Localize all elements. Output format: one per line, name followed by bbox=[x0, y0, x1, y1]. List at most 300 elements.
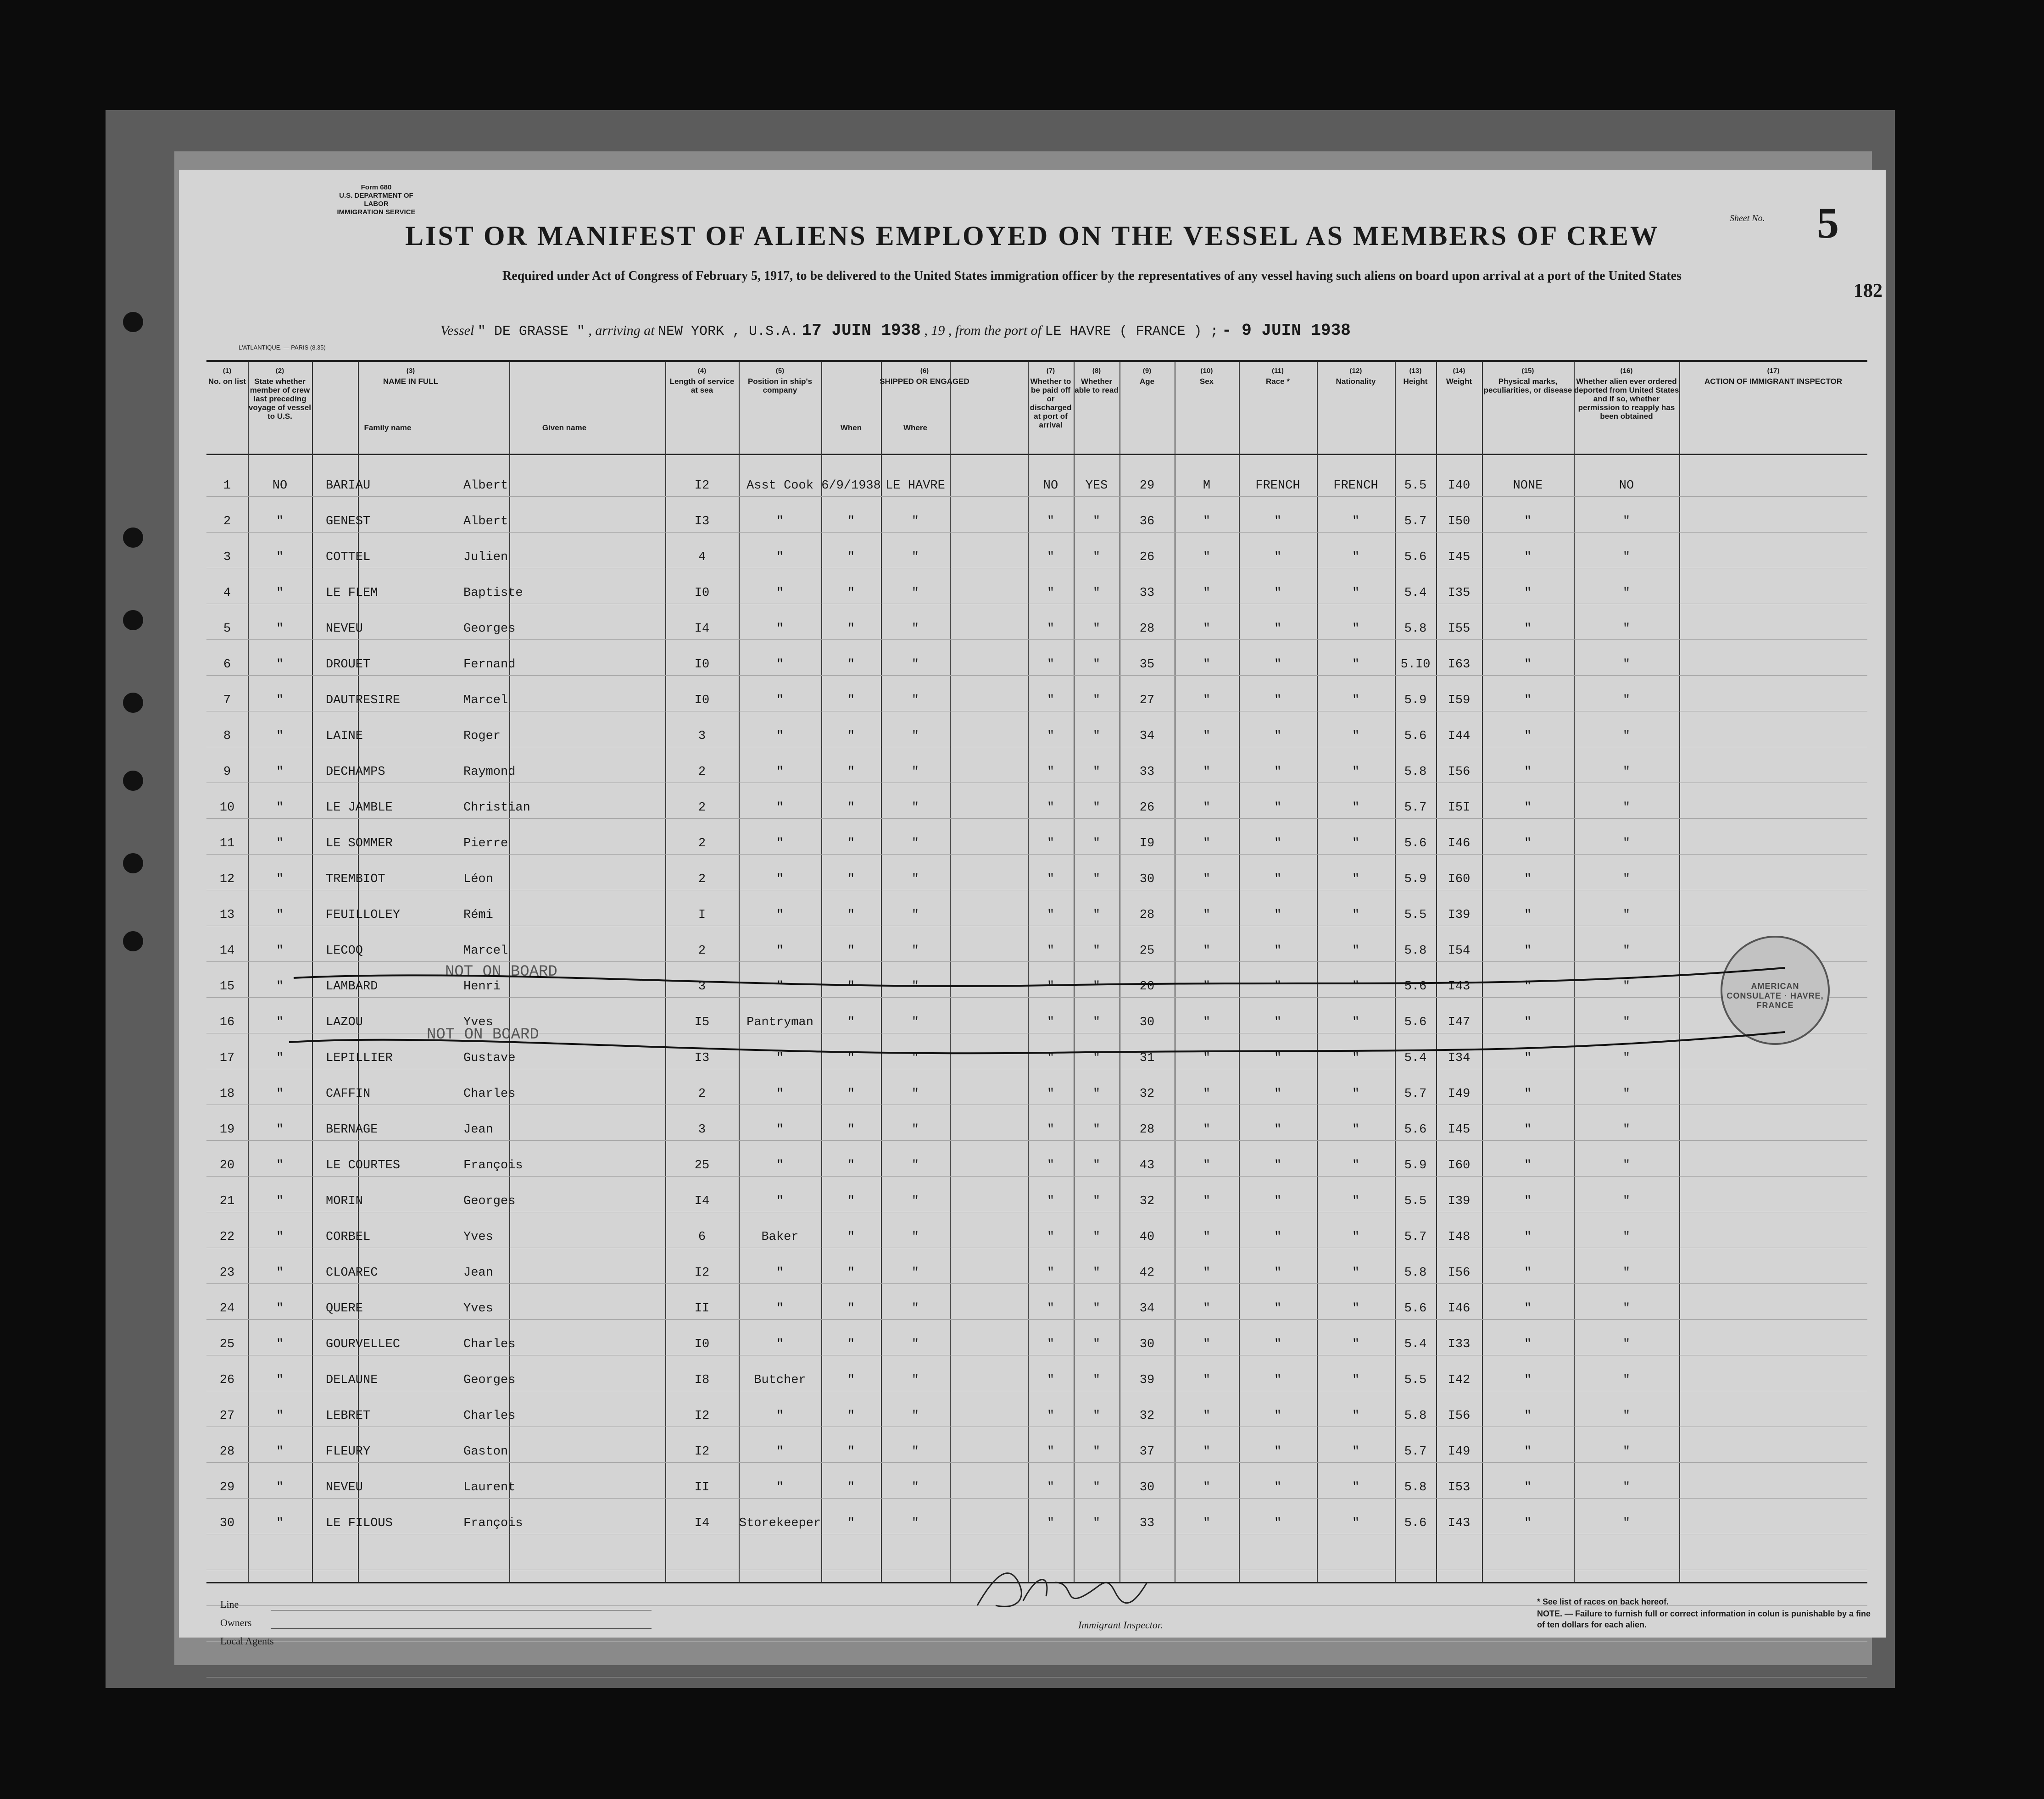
table-cell-height: 5.8 bbox=[1404, 1266, 1427, 1280]
table-cell-age: 20 bbox=[1139, 980, 1155, 994]
table-cell-family: DECHAMPS bbox=[326, 765, 385, 779]
table-cell-marks: " bbox=[1524, 550, 1532, 564]
table-cell-when: " bbox=[847, 801, 855, 815]
table-cell-paid: " bbox=[1047, 1302, 1055, 1316]
table-cell-no: 8 bbox=[223, 729, 231, 743]
table-cell-nat: " bbox=[1352, 944, 1360, 958]
table-cell-paid: " bbox=[1047, 1266, 1055, 1280]
table-cell-service: 3 bbox=[698, 1123, 706, 1137]
table-cell-age: 33 bbox=[1139, 586, 1155, 600]
table-cell-race: " bbox=[1274, 908, 1282, 922]
table-cell-marks: " bbox=[1524, 694, 1532, 707]
table-cell-when: " bbox=[847, 694, 855, 707]
table-cell-age: 33 bbox=[1139, 1516, 1155, 1530]
table-cell-nat: " bbox=[1352, 1123, 1360, 1137]
table-cell-no: 26 bbox=[219, 1373, 235, 1387]
table-cell-deported: " bbox=[1622, 837, 1631, 850]
table-cell-weight: I45 bbox=[1448, 550, 1470, 564]
table-cell-height: 5.9 bbox=[1404, 1159, 1427, 1172]
table-cell-height: 5.6 bbox=[1404, 1302, 1427, 1316]
table-cell-sex: " bbox=[1203, 586, 1211, 600]
table-cell-paid: " bbox=[1047, 1230, 1055, 1244]
table-cell-service: 2 bbox=[698, 801, 706, 815]
table-cell-marks: " bbox=[1524, 1051, 1532, 1065]
table-cell-read: " bbox=[1092, 944, 1101, 958]
table-cell-marks: " bbox=[1524, 729, 1532, 743]
table-cell-prev: " bbox=[276, 1016, 284, 1029]
table-cell-where: " bbox=[911, 944, 919, 958]
table-cell-marks: " bbox=[1524, 1016, 1532, 1029]
table-cell-height: 5.5 bbox=[1404, 908, 1427, 922]
table-cell-no: 21 bbox=[219, 1194, 235, 1208]
table-cell-marks: " bbox=[1524, 1338, 1532, 1351]
table-cell-read: " bbox=[1092, 515, 1101, 528]
table-cell-paid: " bbox=[1047, 765, 1055, 779]
table-cell-no: 3 bbox=[223, 550, 231, 564]
table-cell-where: " bbox=[911, 1302, 919, 1316]
binder-hole bbox=[123, 527, 143, 548]
table-cell-nat: " bbox=[1352, 1373, 1360, 1387]
table-cell-when: " bbox=[847, 658, 855, 672]
table-cell-nat: " bbox=[1352, 765, 1360, 779]
table-cell-sex: " bbox=[1203, 729, 1211, 743]
table-cell-prev: " bbox=[276, 1123, 284, 1137]
table-cell-sex: " bbox=[1203, 515, 1211, 528]
table-cell-prev: " bbox=[276, 1338, 284, 1351]
table-cell-no: 10 bbox=[219, 801, 235, 815]
table-cell-family: LEPILLIER bbox=[326, 1051, 393, 1065]
not-on-board-annotation: NOT ON BOARD bbox=[445, 963, 557, 981]
table-cell-age: 32 bbox=[1139, 1087, 1155, 1101]
table-cell-deported: " bbox=[1622, 944, 1631, 958]
table-cell-no: 18 bbox=[219, 1087, 235, 1101]
column-label: Height bbox=[1403, 377, 1428, 386]
table-cell-height: 5.6 bbox=[1404, 729, 1427, 743]
table-cell-marks: " bbox=[1524, 1302, 1532, 1316]
column-number: (5) bbox=[775, 367, 785, 375]
table-cell-service: I4 bbox=[694, 1194, 710, 1208]
table-cell-read: " bbox=[1092, 550, 1101, 564]
table-cell-weight: I43 bbox=[1448, 1516, 1470, 1530]
table-cell-paid: " bbox=[1047, 1516, 1055, 1530]
table-cell-position: Storekeeper bbox=[739, 1516, 821, 1530]
table-cell-nat: " bbox=[1352, 837, 1360, 850]
table-cell-deported: NO bbox=[1619, 479, 1634, 493]
table-cell-given: Roger bbox=[463, 729, 501, 743]
table-cell-race: " bbox=[1274, 1194, 1282, 1208]
table-cell-position: " bbox=[776, 1087, 784, 1101]
table-cell-service: 2 bbox=[698, 765, 706, 779]
table-cell-nat: " bbox=[1352, 1338, 1360, 1351]
table-cell-no: 11 bbox=[219, 837, 235, 850]
table-cell-nat: " bbox=[1352, 1445, 1360, 1459]
table-cell-age: 43 bbox=[1139, 1159, 1155, 1172]
agents-label: Local Agents bbox=[220, 1635, 274, 1647]
table-cell-service: 3 bbox=[698, 980, 706, 994]
column-number: (1) bbox=[223, 367, 232, 375]
table-cell-when: " bbox=[847, 622, 855, 636]
table-cell-family: LEBRET bbox=[326, 1409, 371, 1423]
table-cell-sex: " bbox=[1203, 980, 1211, 994]
table-cell-prev: " bbox=[276, 980, 284, 994]
table-cell-sex: " bbox=[1203, 1087, 1211, 1101]
table-cell-read: " bbox=[1092, 1087, 1101, 1101]
table-cell-service: I3 bbox=[694, 515, 710, 528]
table-cell-service: I8 bbox=[694, 1373, 710, 1387]
table-cell-given: Rémi bbox=[463, 908, 493, 922]
column-label: Position in ship's company bbox=[747, 377, 813, 394]
column-label: Whether to be paid off or discharged at port of arrival bbox=[1030, 377, 1072, 429]
table-cell-nat: " bbox=[1352, 658, 1360, 672]
table-cell-no: 5 bbox=[223, 622, 231, 636]
table-cell-paid: " bbox=[1047, 1123, 1055, 1137]
table-cell-given: Charles bbox=[463, 1338, 516, 1351]
table-cell-position: " bbox=[776, 622, 784, 636]
column-label: Age bbox=[1139, 377, 1155, 386]
table-cell-weight: I48 bbox=[1448, 1230, 1470, 1244]
table-cell-paid: " bbox=[1047, 1373, 1055, 1387]
line-label: Line bbox=[220, 1599, 239, 1610]
table-cell-read: " bbox=[1092, 1266, 1101, 1280]
table-cell-given: Laurent bbox=[463, 1481, 516, 1494]
table-cell-nat: " bbox=[1352, 872, 1360, 886]
table-cell-position: " bbox=[776, 1409, 784, 1423]
binder-hole bbox=[123, 610, 143, 630]
table-cell-race: " bbox=[1274, 622, 1282, 636]
table-cell-race: " bbox=[1274, 694, 1282, 707]
table-cell-sex: " bbox=[1203, 1302, 1211, 1316]
table-cell-nat: " bbox=[1352, 1266, 1360, 1280]
table-cell-prev: NO bbox=[272, 479, 288, 493]
table-cell-prev: " bbox=[276, 550, 284, 564]
table-cell-weight: I54 bbox=[1448, 944, 1470, 958]
table-cell-sex: " bbox=[1203, 1338, 1211, 1351]
table-cell-given: Albert bbox=[463, 479, 508, 493]
table-cell-height: 5.8 bbox=[1404, 1481, 1427, 1494]
table-cell-deported: " bbox=[1622, 1087, 1631, 1101]
table-cell-race: " bbox=[1274, 515, 1282, 528]
table-cell-read: " bbox=[1092, 622, 1101, 636]
table-cell-family: TREMBIOT bbox=[326, 872, 385, 886]
table-cell-when: " bbox=[847, 1373, 855, 1387]
table-cell-race: " bbox=[1274, 872, 1282, 886]
table-cell-family: CLOAREC bbox=[326, 1266, 378, 1280]
vessel-name: " DE GRASSE " bbox=[477, 324, 585, 339]
seal-text: AMERICAN CONSULATE · HAVRE, FRANCE bbox=[1727, 982, 1824, 1010]
table-cell-race: " bbox=[1274, 1051, 1282, 1065]
table-cell-weight: I42 bbox=[1448, 1373, 1470, 1387]
table-cell-sex: " bbox=[1203, 1266, 1211, 1280]
table-cell-position: " bbox=[776, 980, 784, 994]
table-cell-sex: " bbox=[1203, 1194, 1211, 1208]
table-cell-deported: " bbox=[1622, 1338, 1631, 1351]
table-cell-sex: " bbox=[1203, 1230, 1211, 1244]
table-cell-age: 34 bbox=[1139, 729, 1155, 743]
column-number: (17) bbox=[1767, 367, 1780, 375]
table-cell-given: Georges bbox=[463, 622, 516, 636]
vessel-label: Vessel bbox=[440, 323, 474, 338]
table-cell-where: " bbox=[911, 550, 919, 564]
table-cell-nat: " bbox=[1352, 1051, 1360, 1065]
table-cell-position: " bbox=[776, 586, 784, 600]
table-cell-when: " bbox=[847, 872, 855, 886]
table-cell-age: 28 bbox=[1139, 908, 1155, 922]
table-cell-prev: " bbox=[276, 1159, 284, 1172]
table-cell-paid: " bbox=[1047, 837, 1055, 850]
table-cell-read: " bbox=[1092, 765, 1101, 779]
table-cell-given: Yves bbox=[463, 1016, 493, 1029]
table-cell-weight: I44 bbox=[1448, 729, 1470, 743]
column-number: (16) bbox=[1620, 367, 1633, 375]
table-cell-paid: " bbox=[1047, 515, 1055, 528]
table-cell-sex: " bbox=[1203, 765, 1211, 779]
table-cell-read: " bbox=[1092, 1516, 1101, 1530]
table-cell-service: I4 bbox=[694, 622, 710, 636]
column-number: (7) bbox=[1046, 367, 1055, 375]
table-cell-race: " bbox=[1274, 1123, 1282, 1137]
table-cell-sex: " bbox=[1203, 1409, 1211, 1423]
table-cell-sex: " bbox=[1203, 1016, 1211, 1029]
table-cell-paid: " bbox=[1047, 980, 1055, 994]
arrival-port: NEW YORK , U.S.A. bbox=[658, 324, 799, 339]
sheet-number: 5 bbox=[1817, 198, 1839, 247]
table-cell-deported: " bbox=[1622, 1373, 1631, 1387]
table-cell-no: 6 bbox=[223, 658, 231, 672]
departure-date-stamp: - 9 JUIN 1938 bbox=[1221, 321, 1351, 340]
table-cell-height: 5.I0 bbox=[1400, 658, 1431, 672]
table-cell-paid: " bbox=[1047, 944, 1055, 958]
table-cell-marks: " bbox=[1524, 658, 1532, 672]
table-cell-marks: " bbox=[1524, 1409, 1532, 1423]
table-cell-race: " bbox=[1274, 980, 1282, 994]
column-label: No. on list bbox=[208, 377, 246, 386]
table-cell-position: " bbox=[776, 1302, 784, 1316]
table-cell-service: I2 bbox=[694, 1445, 710, 1459]
table-cell-when: " bbox=[847, 586, 855, 600]
table-cell-position: " bbox=[776, 729, 784, 743]
column-label: SHIPPED OR ENGAGED bbox=[880, 377, 969, 386]
table-cell-weight: I49 bbox=[1448, 1087, 1470, 1101]
table-cell-nat: " bbox=[1352, 729, 1360, 743]
table-cell-paid: " bbox=[1047, 1087, 1055, 1101]
table-cell-age: 36 bbox=[1139, 515, 1155, 528]
table-cell-read: " bbox=[1092, 658, 1101, 672]
table-cell-position: " bbox=[776, 1266, 784, 1280]
table-cell-position: " bbox=[776, 694, 784, 707]
table-cell-sex: " bbox=[1203, 801, 1211, 815]
table-cell-position: Butcher bbox=[754, 1373, 806, 1387]
table-cell-marks: " bbox=[1524, 801, 1532, 815]
table-cell-marks: " bbox=[1524, 1481, 1532, 1494]
table-cell-height: 5.7 bbox=[1404, 515, 1427, 528]
table-cell-age: 26 bbox=[1139, 801, 1155, 815]
table-cell-no: 4 bbox=[223, 586, 231, 600]
table-cell-where: " bbox=[911, 1087, 919, 1101]
table-cell-paid: " bbox=[1047, 1051, 1055, 1065]
table-cell-no: 27 bbox=[219, 1409, 235, 1423]
table-cell-given: Henri bbox=[463, 980, 501, 994]
table-cell-service: I0 bbox=[694, 1338, 710, 1351]
table-cell-family: DELAUNE bbox=[326, 1373, 378, 1387]
table-cell-where: " bbox=[911, 980, 919, 994]
table-cell-where: " bbox=[911, 1373, 919, 1387]
table-cell-position: " bbox=[776, 801, 784, 815]
table-cell-paid: " bbox=[1047, 694, 1055, 707]
table-cell-family: LAMBARD bbox=[326, 980, 378, 994]
table-cell-race: " bbox=[1274, 729, 1282, 743]
table-cell-race: " bbox=[1274, 1373, 1282, 1387]
table-cell-family: COTTEL bbox=[326, 550, 371, 564]
table-cell-where: " bbox=[911, 1445, 919, 1459]
table-cell-age: 27 bbox=[1139, 694, 1155, 707]
table-cell-where: " bbox=[911, 1194, 919, 1208]
table-cell-nat: " bbox=[1352, 1409, 1360, 1423]
table-cell-when: " bbox=[847, 1266, 855, 1280]
table-cell-deported: " bbox=[1622, 908, 1631, 922]
table-cell-race: " bbox=[1274, 1302, 1282, 1316]
table-cell-height: 5.6 bbox=[1404, 1016, 1427, 1029]
table-cell-given: Albert bbox=[463, 515, 508, 528]
table-cell-nat: " bbox=[1352, 1481, 1360, 1494]
binder-hole bbox=[123, 771, 143, 791]
table-cell-marks: " bbox=[1524, 1373, 1532, 1387]
table-cell-race: " bbox=[1274, 1516, 1282, 1530]
table-cell-marks: " bbox=[1524, 1087, 1532, 1101]
table-cell-service: I4 bbox=[694, 1516, 710, 1530]
table-cell-no: 12 bbox=[219, 872, 235, 886]
table-cell-when: " bbox=[847, 1409, 855, 1423]
table-cell-where: LE HAVRE bbox=[886, 479, 945, 493]
page-number: 182 bbox=[1854, 280, 1882, 301]
column-label: Whether able to read bbox=[1075, 377, 1119, 394]
table-cell-family: BARIAU bbox=[326, 479, 371, 493]
table-cell-deported: " bbox=[1622, 872, 1631, 886]
owners-label: Owners bbox=[220, 1617, 252, 1628]
table-cell-paid: " bbox=[1047, 586, 1055, 600]
table-cell-race: " bbox=[1274, 1266, 1282, 1280]
table-cell-read: " bbox=[1092, 729, 1101, 743]
table-cell-nat: " bbox=[1352, 515, 1360, 528]
column-label: Race * bbox=[1266, 377, 1290, 386]
table-cell-prev: " bbox=[276, 1516, 284, 1530]
table-cell-read: " bbox=[1092, 1338, 1101, 1351]
table-cell-given: Yves bbox=[463, 1230, 493, 1244]
table-cell-nat: " bbox=[1352, 1516, 1360, 1530]
table-cell-position: " bbox=[776, 1445, 784, 1459]
table-cell-prev: " bbox=[276, 908, 284, 922]
table-cell-height: 5.7 bbox=[1404, 1230, 1427, 1244]
table-cell-read: " bbox=[1092, 908, 1101, 922]
table-cell-height: 5.8 bbox=[1404, 765, 1427, 779]
table-cell-where: " bbox=[911, 1338, 919, 1351]
table-cell-weight: I47 bbox=[1448, 1016, 1470, 1029]
table-cell-paid: " bbox=[1047, 658, 1055, 672]
table-cell-prev: " bbox=[276, 729, 284, 743]
table-cell-deported: " bbox=[1622, 1516, 1631, 1530]
table-cell-race: " bbox=[1274, 550, 1282, 564]
table-cell-prev: " bbox=[276, 1302, 284, 1316]
table-cell-marks: NONE bbox=[1513, 479, 1543, 493]
table-cell-race: " bbox=[1274, 1445, 1282, 1459]
table-cell-height: 5.7 bbox=[1404, 1087, 1427, 1101]
table-cell-sex: " bbox=[1203, 872, 1211, 886]
table-cell-prev: " bbox=[276, 1266, 284, 1280]
column-label: Physical marks, peculiarities, or disease bbox=[1483, 377, 1572, 394]
table-cell-given: Pierre bbox=[463, 837, 508, 850]
not-on-board-annotation: NOT ON BOARD bbox=[427, 1026, 539, 1044]
table-cell-deported: " bbox=[1622, 1194, 1631, 1208]
table-cell-service: I0 bbox=[694, 586, 710, 600]
table-cell-given: Christian bbox=[463, 801, 530, 815]
table-cell-weight: I63 bbox=[1448, 658, 1470, 672]
table-cell-prev: " bbox=[276, 837, 284, 850]
table-cell-paid: " bbox=[1047, 1159, 1055, 1172]
table-cell-given: Yves bbox=[463, 1302, 493, 1316]
table-cell-paid: " bbox=[1047, 1338, 1055, 1351]
table-cell-service: 3 bbox=[698, 729, 706, 743]
table-cell-marks: " bbox=[1524, 908, 1532, 922]
table-cell-given: Jean bbox=[463, 1266, 493, 1280]
table-cell-nat: " bbox=[1352, 1302, 1360, 1316]
table-cell-marks: " bbox=[1524, 1445, 1532, 1459]
table-cell-when: " bbox=[847, 1123, 855, 1137]
table-cell-no: 29 bbox=[219, 1481, 235, 1494]
column-label: ACTION OF IMMIGRANT INSPECTOR bbox=[1704, 377, 1842, 386]
table-cell-prev: " bbox=[276, 694, 284, 707]
binder-hole bbox=[123, 931, 143, 951]
table-cell-prev: " bbox=[276, 1087, 284, 1101]
table-cell-weight: I60 bbox=[1448, 872, 1470, 886]
column-label: Where bbox=[903, 423, 927, 432]
table-cell-family: GOURVELLEC bbox=[326, 1338, 401, 1351]
table-cell-no: 14 bbox=[219, 944, 235, 958]
table-cell-marks: " bbox=[1524, 515, 1532, 528]
table-cell-position: " bbox=[776, 1194, 784, 1208]
owners-field bbox=[271, 1628, 652, 1629]
table-cell-where: " bbox=[911, 837, 919, 850]
races-note: * See list of races on back hereof. bbox=[1537, 1597, 1669, 1606]
table-cell-sex: " bbox=[1203, 1445, 1211, 1459]
table-cell-when: " bbox=[847, 550, 855, 564]
table-cell-family: LE FILOUS bbox=[326, 1516, 393, 1530]
table-cell-deported: " bbox=[1622, 801, 1631, 815]
departure-port: LE HAVRE ( FRANCE ) ; bbox=[1045, 324, 1219, 339]
table-cell-when: " bbox=[847, 980, 855, 994]
table-cell-nat: " bbox=[1352, 1194, 1360, 1208]
table-cell-height: 5.5 bbox=[1404, 1194, 1427, 1208]
table-cell-weight: I39 bbox=[1448, 1194, 1470, 1208]
table-cell-weight: I56 bbox=[1448, 765, 1470, 779]
table-cell-sex: " bbox=[1203, 837, 1211, 850]
table-cell-no: 20 bbox=[219, 1159, 235, 1172]
table-cell-height: 5.7 bbox=[1404, 801, 1427, 815]
table-cell-paid: " bbox=[1047, 729, 1055, 743]
table-cell-sex: " bbox=[1203, 1481, 1211, 1494]
table-cell-family: LE SOMMER bbox=[326, 837, 393, 850]
table-cell-read: " bbox=[1092, 837, 1101, 850]
table-cell-nat: " bbox=[1352, 1087, 1360, 1101]
table-cell-height: 5.9 bbox=[1404, 872, 1427, 886]
table-cell-prev: " bbox=[276, 622, 284, 636]
table-cell-given: François bbox=[463, 1516, 523, 1530]
inspector-label: Immigrant Inspector. bbox=[1078, 1619, 1163, 1631]
table-cell-no: 1 bbox=[223, 479, 231, 493]
table-cell-position: " bbox=[776, 1159, 784, 1172]
table-cell-paid: " bbox=[1047, 1481, 1055, 1494]
table-cell-sex: " bbox=[1203, 658, 1211, 672]
table-cell-read: " bbox=[1092, 872, 1101, 886]
arriving-label: , arriving at bbox=[588, 323, 655, 338]
